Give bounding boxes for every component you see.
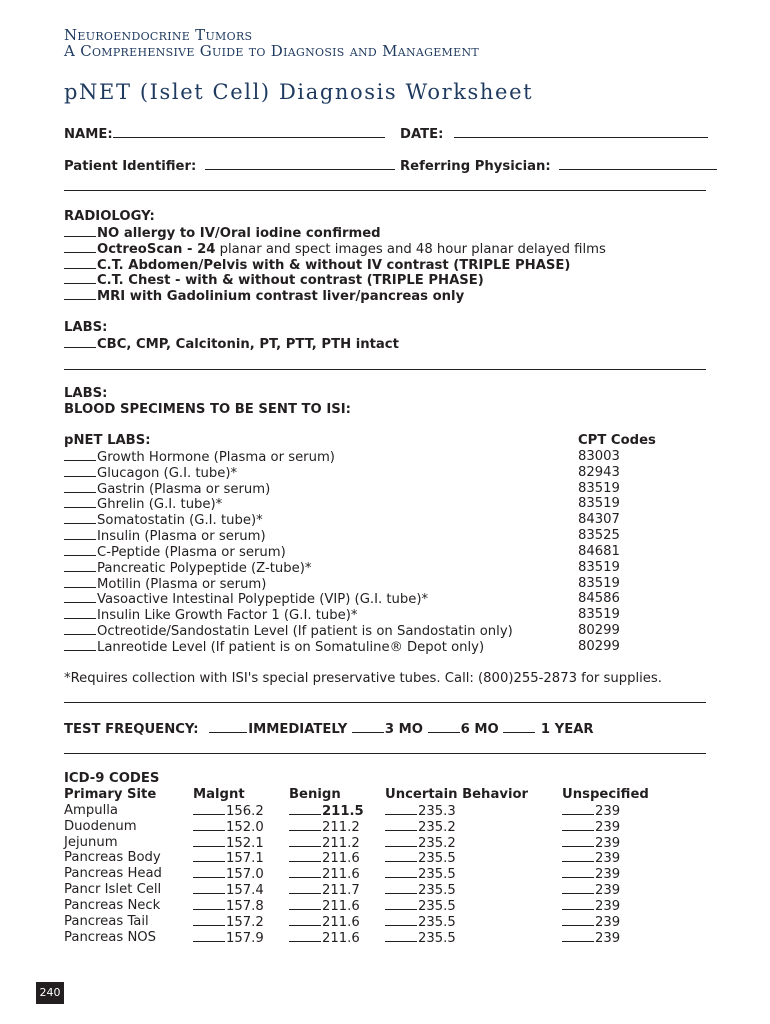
icd-code[interactable]: 235.5 <box>385 898 528 914</box>
icd-site: Duodenum <box>64 818 137 834</box>
blood-specimens-heading: BLOOD SPECIMENS TO BE SENT TO ISI: <box>64 401 351 417</box>
cpt-codes-heading: CPT Codes <box>578 433 656 448</box>
icd-site: Pancreas Head <box>64 866 162 882</box>
patient-identifier-line[interactable] <box>205 158 395 170</box>
frequency-blank[interactable] <box>352 721 384 733</box>
icd-code[interactable]: 211.6 <box>289 898 364 914</box>
name-field[interactable] <box>64 126 385 143</box>
icd-code[interactable]: 211.6 <box>289 930 364 946</box>
cpt-code: 80299 <box>578 638 620 654</box>
cpt-code: 83519 <box>578 480 620 496</box>
icd-code[interactable]: 211.2 <box>289 819 364 835</box>
icd-code[interactable]: 239 <box>562 882 649 898</box>
icd-code[interactable]: 239 <box>562 930 649 946</box>
cpt-code: 83003 <box>578 448 620 464</box>
icd-header: Malgnt <box>193 787 245 802</box>
lab-item[interactable]: Ghrelin (G.I. tube)* <box>64 496 513 512</box>
icd-code[interactable]: 157.4 <box>193 882 264 898</box>
icd-site: Pancreas NOS <box>64 929 157 945</box>
labs-section <box>64 320 399 352</box>
icd-code[interactable]: 239 <box>562 835 649 851</box>
icd-code[interactable]: 157.2 <box>193 914 264 930</box>
icd-col-uncertain <box>385 787 528 945</box>
icd-code[interactable]: 211.2 <box>289 835 364 851</box>
book-subtitle: A Comprehensive Guide to Diagnosis and Management <box>64 42 480 60</box>
icd-site: Pancr Islet Cell <box>64 882 162 898</box>
blood-labs-heading-block <box>64 386 351 418</box>
cpt-code: 83525 <box>578 528 620 544</box>
patient-identifier-field[interactable] <box>64 158 395 175</box>
icd-code[interactable]: 239 <box>562 850 649 866</box>
lab-item[interactable]: Octreotide/Sandostatin Level (If patient is on Sandostatin only) <box>64 623 513 639</box>
labs-heading: LABS: <box>64 320 108 335</box>
icd-code[interactable]: 157.0 <box>193 866 264 882</box>
frequency-immediately[interactable]: IMMEDIATELY <box>248 722 348 737</box>
book-title: Neuroendocrine Tumors <box>64 26 253 44</box>
icd-code[interactable]: 239 <box>562 914 649 930</box>
icd-code[interactable]: 157.8 <box>193 898 264 914</box>
radiology-item[interactable]: C.T. Chest - with & without contrast (TRIPLE PHASE) <box>64 272 606 288</box>
date-label: DATE: <box>400 127 444 142</box>
icd-code[interactable]: 235.5 <box>385 850 528 866</box>
lab-item[interactable]: Gastrin (Plasma or serum) <box>64 481 513 497</box>
icd-code[interactable]: 157.1 <box>193 850 264 866</box>
pnet-labs-list <box>64 433 513 655</box>
worksheet-title: pNET (Islet Cell) Diagnosis Worksheet <box>64 80 534 104</box>
icd-code[interactable]: 152.0 <box>193 819 264 835</box>
icd-code[interactable]: 235.5 <box>385 882 528 898</box>
icd-code[interactable]: 235.5 <box>385 866 528 882</box>
lab-item[interactable]: Insulin Like Growth Factor 1 (G.I. tube)* <box>64 607 513 623</box>
icd-code[interactable]: 211.5 <box>289 803 364 819</box>
icd-code[interactable]: 211.6 <box>289 850 364 866</box>
icd-code[interactable]: 157.9 <box>193 930 264 946</box>
test-frequency-label: TEST FREQUENCY: <box>64 722 199 737</box>
pnet-labs-heading: pNET LABS: <box>64 433 151 448</box>
frequency-blank[interactable] <box>209 721 247 733</box>
icd-header: Benign <box>289 787 341 802</box>
lab-item[interactable]: Growth Hormone (Plasma or serum) <box>64 449 513 465</box>
lab-item[interactable]: C-Peptide (Plasma or serum) <box>64 544 513 560</box>
lab-item[interactable]: Motilin (Plasma or serum) <box>64 576 513 592</box>
icd-code[interactable]: 235.2 <box>385 819 528 835</box>
radiology-heading: RADIOLOGY: <box>64 209 155 224</box>
radiology-item[interactable]: OctreoScan - 24 planar and spect images and 48 hour planar delayed films <box>64 241 606 257</box>
referring-physician-line[interactable] <box>559 158 717 170</box>
date-field[interactable] <box>400 126 708 143</box>
icd-code[interactable]: 239 <box>562 898 649 914</box>
frequency-blank[interactable] <box>503 721 535 733</box>
cpt-code: 82943 <box>578 464 620 480</box>
icd9-heading: ICD-9 CODES <box>64 771 160 786</box>
radiology-item[interactable]: MRI with Gadolinium contrast liver/pancreas only <box>64 288 606 304</box>
icd-code[interactable]: 239 <box>562 819 649 835</box>
radiology-item[interactable]: C.T. Abdomen/Pelvis with & without IV contrast (TRIPLE PHASE) <box>64 257 606 273</box>
lab-item[interactable]: Lanreotide Level (If patient is on Somatuline® Depot only) <box>64 639 513 655</box>
referring-physician-label: Referring Physician: <box>400 159 551 174</box>
icd-code[interactable]: 156.2 <box>193 803 264 819</box>
icd-site: Ampulla <box>64 802 119 818</box>
icd-code[interactable]: 235.2 <box>385 835 528 851</box>
cpt-code: 83519 <box>578 496 620 512</box>
icd-site: Pancreas Tail <box>64 913 149 929</box>
divider <box>64 190 706 191</box>
referring-physician-field[interactable] <box>400 158 717 175</box>
page-number: 240 <box>36 982 64 1004</box>
icd-site: Pancreas Neck <box>64 897 161 913</box>
cpt-code: 84586 <box>578 591 620 607</box>
date-line[interactable] <box>454 126 708 138</box>
name-line[interactable] <box>113 126 385 138</box>
icd-code[interactable]: 235.3 <box>385 803 528 819</box>
icd-header: Uncertain Behavior <box>385 787 529 802</box>
test-frequency-row <box>64 721 594 738</box>
patient-identifier-label: Patient Identifier: <box>64 159 197 174</box>
icd-code[interactable]: 239 <box>562 866 649 882</box>
icd-site: Jejunum <box>64 834 118 850</box>
divider <box>64 369 706 370</box>
icd-site: Pancreas Body <box>64 850 161 866</box>
frequency-3mo[interactable]: 3 MO <box>384 722 423 737</box>
labs-heading: LABS: <box>64 386 108 401</box>
icd-code[interactable]: 211.7 <box>289 882 364 898</box>
icd-code[interactable]: 211.6 <box>289 866 364 882</box>
cpt-code: 83519 <box>578 575 620 591</box>
icd-code[interactable]: 239 <box>562 803 649 819</box>
lab-item[interactable]: Glucagon (G.I. tube)* <box>64 465 513 481</box>
lab-item[interactable]: Somatostatin (G.I. tube)* <box>64 512 513 528</box>
radiology-section <box>64 209 606 304</box>
cpt-code: 80299 <box>578 623 620 639</box>
lab-item[interactable]: Vasoactive Intestinal Polypeptide (VIP) (G.I. tube)* <box>64 591 513 607</box>
icd-code[interactable]: 235.5 <box>385 930 528 946</box>
divider <box>64 753 706 754</box>
frequency-6mo[interactable]: 6 MO <box>460 722 499 737</box>
cpt-code: 84681 <box>578 543 620 559</box>
cpt-code: 84307 <box>578 512 620 528</box>
cpt-code: 83519 <box>578 559 620 575</box>
radiology-item[interactable]: NO allergy to IV/Oral iodine confirmed <box>64 225 606 241</box>
labs-item[interactable]: CBC, CMP, Calcitonin, PT, PTT, PTH intact <box>64 336 399 352</box>
icd-col-malgnt <box>193 787 264 945</box>
icd-code[interactable]: 235.5 <box>385 914 528 930</box>
icd-header: Primary Site <box>64 787 157 802</box>
cpt-codes-column <box>578 433 656 655</box>
preservative-footnote: *Requires collection with ISI's special preservative tubes. Call: (800)255-2873 for supplies. <box>64 671 662 686</box>
icd-col-site <box>64 787 162 945</box>
icd-code[interactable]: 211.6 <box>289 914 364 930</box>
icd-header: Unspecified <box>562 787 649 802</box>
divider <box>64 702 706 703</box>
icd-code[interactable]: 152.1 <box>193 835 264 851</box>
name-label: NAME: <box>64 127 113 142</box>
icd-col-unspecified <box>562 787 649 945</box>
lab-item[interactable]: Pancreatic Polypeptide (Z-tube)* <box>64 560 513 576</box>
lab-item[interactable]: Insulin (Plasma or serum) <box>64 528 513 544</box>
icd-col-benign <box>289 787 364 945</box>
frequency-blank[interactable] <box>428 721 460 733</box>
frequency-1year[interactable]: 1 YEAR <box>536 722 594 737</box>
cpt-code: 83519 <box>578 607 620 623</box>
